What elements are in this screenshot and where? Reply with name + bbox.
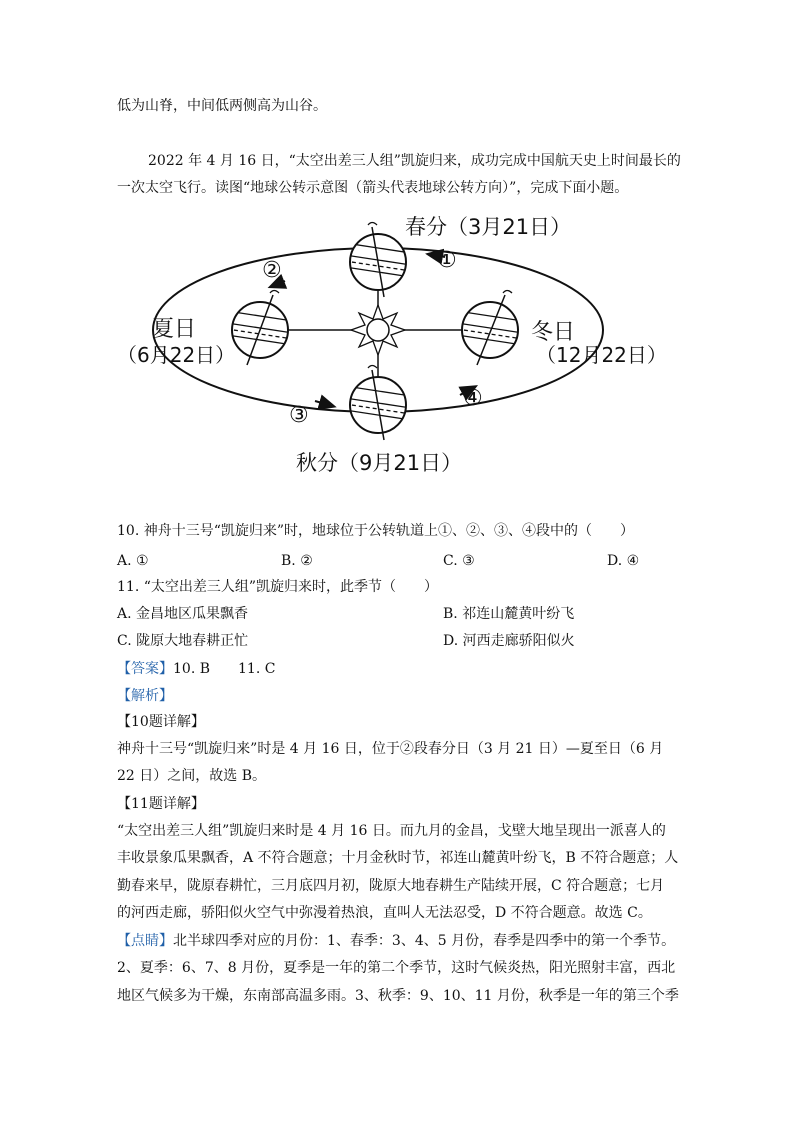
answer-line (117, 659, 275, 679)
label-summer-name: 夏日 (152, 317, 197, 342)
q11-option-d: D. 河西走廊骄阳似火 (443, 633, 575, 649)
label-winter-date: （12月22日） (536, 343, 667, 367)
label-segment-1: ① (437, 248, 457, 273)
tips-line-3: 地区气候多为干燥，东南部高温多雨。3、秋季：9、10、11 月份，秋季是一年的第三个季 (117, 988, 679, 1004)
question-stem-line-1: 2022 年 4 月 16 日，“太空出差三人组”凯旋归来，成功完成中国航天史上时间最长的 (148, 153, 681, 169)
tips-line-1 (117, 931, 675, 951)
earth-summer-icon (227, 291, 293, 366)
label-autumn: 秋分（9月21日） (296, 451, 463, 475)
q10-text: 10. 神舟十三号“凯旋归来”时，地球位于公转轨道上①、②、③、④段中的（ ） (117, 523, 635, 539)
detail11-label: 【11题详解】 (117, 796, 205, 812)
label-segment-4: ④ (463, 386, 483, 411)
earth-revolution-diagram (115, 205, 675, 480)
orbit-arrow-3 (315, 401, 329, 405)
q11-option-a: A. 金昌地区瓜果飘香 (117, 606, 249, 622)
sun-icon (351, 305, 405, 355)
detail11-line-4: 的河西走廊，骄阳似火空气中弥漫着热浪，直叫人无法忍受，D 不符合题意。故选 C。 (117, 905, 652, 921)
detail10-line-2: 22 日）之间，故选 B。 (117, 768, 267, 784)
tips-label: 【点睛】 (117, 933, 173, 949)
question-stem-line-2: 一次太空飞行。读图“地球公转示意图（箭头代表地球公转方向）”，完成下面小题。 (117, 180, 629, 196)
label-segment-2: ② (262, 258, 282, 283)
tips-line-2: 2、夏季：6、7、8 月份，夏季是一年的第二个季节，这时气候炎热，阳光照射丰富，西北 (117, 960, 676, 976)
analysis-label: 【解析】 (117, 688, 173, 704)
q11-option-c: C. 陇原大地春耕正忙 (117, 633, 249, 649)
q11-option-b: B. 祁连山麓黄叶纷飞 (443, 606, 575, 622)
detail10-line-1: 神舟十三号“凯旋归来”时是 4 月 16 日，位于②段春分日（3 月 21 日）—夏至日（6 月 (117, 741, 664, 757)
q11-text: 11. “太空出差三人组”凯旋归来时，此季节（ ） (117, 579, 439, 595)
earth-spring-icon (345, 223, 411, 298)
label-winter-name: 冬日 (531, 320, 576, 345)
detail11-line-1: “太空出差三人组”凯旋归来时是 4 月 16 日。而九月的金昌，戈壁大地呈现出一派喜人的 (117, 823, 666, 839)
tips-text-1: 北半球四季对应的月份：1、春季：3、4、5 月份，春季是四季中的第一个季节。 (173, 933, 676, 949)
q10-option-b: B. ② (281, 553, 313, 569)
q10-option-c: C. ③ (443, 553, 475, 569)
detail11-line-2: 丰收景象瓜果飘香，A 不符合题意；十月金秋时节，祁连山麓黄叶纷飞，B 不符合题意；人 (117, 850, 679, 866)
label-spring: 春分（3月21日） (405, 215, 572, 239)
earth-autumn-icon (345, 366, 411, 441)
earth-winter-icon (457, 291, 523, 366)
label-summer-date: （6月22日） (117, 343, 236, 367)
detail11-line-3: 勤春来早，陇原春耕忙，三月底四月初，陇原大地春耕生产陆续开展，C 符合题意；七月 (117, 878, 665, 894)
intro-tail-text: 低为山脊，中间低两侧高为山谷。 (117, 98, 327, 114)
detail10-label: 【10题详解】 (117, 714, 205, 730)
answer-text: 10. B 11. C (173, 661, 276, 677)
answer-label: 【答案】 (117, 661, 173, 677)
label-segment-3: ③ (289, 403, 309, 428)
q10-option-d: D. ④ (607, 553, 640, 569)
q10-option-a: A. ① (117, 553, 149, 569)
